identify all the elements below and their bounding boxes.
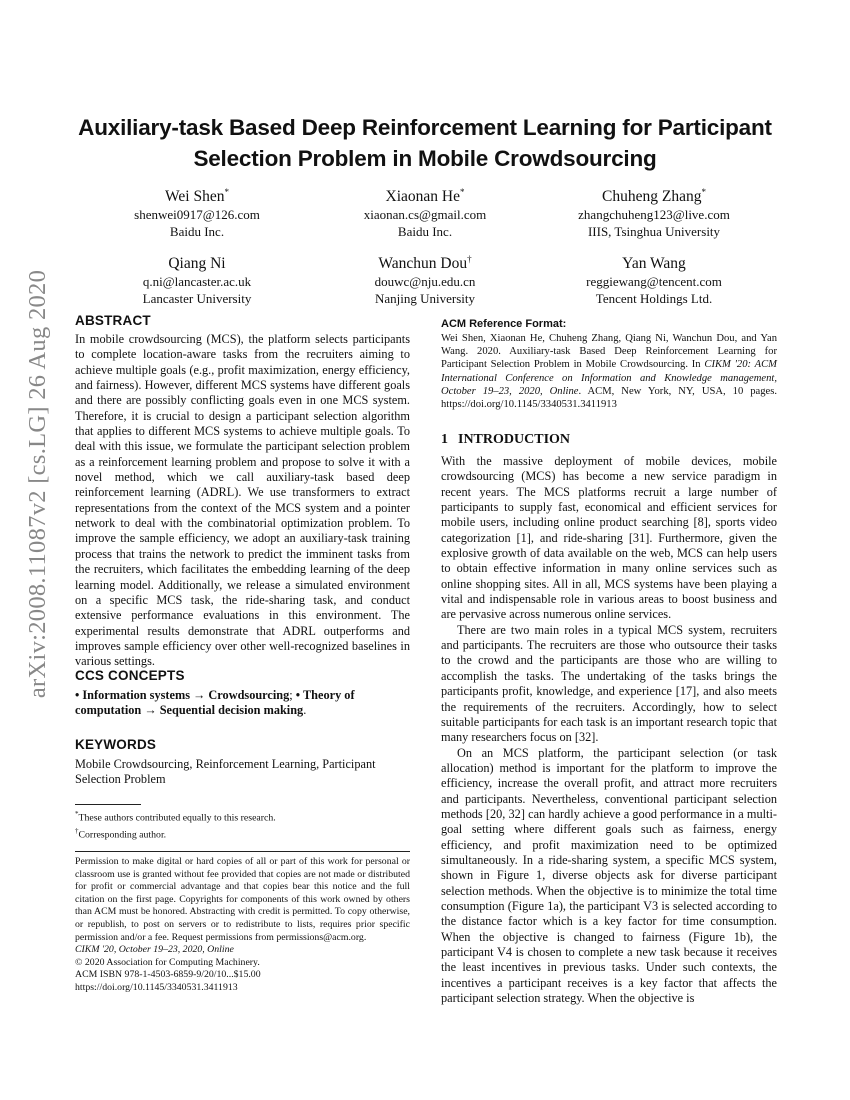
footnotes [75,808,410,842]
intro-paragraph: There are two main roles in a typical MCS system, recruiters and participants. The recruiters are those who outsource their tasks to the crowd and the participants are those who are willing to accomplish the tasks. The undertaking of the tasks brings the participants profit, knowledge, and experience [17], and also meets the requirements of the recruiters. Accordingly, how to select suitable participants for each task is an important research topic that many researchers focus on [32]. [441,622,777,745]
author-affiliation: Baidu Inc. [397,223,453,239]
author-affiliation: Nanjing University [374,290,475,306]
author-block [77,182,317,240]
copyright-line: © 2020 Association for Computing Machinery. [75,956,260,968]
author-name: Yan Wang [622,255,686,273]
arxiv-sidebar-stamp [0,0,60,1100]
arxiv-id: arXiv:2008.11087v2 [cs.LG] 26 Aug 2020 [24,269,51,699]
footnote-equal: *These authors contributed equally to this research. [75,810,276,824]
author-block [77,249,317,307]
permission-rule [75,851,410,852]
abstract-text [75,332,410,670]
footnote-rule [75,804,141,805]
ccs-item: Theory of computation → Sequential decision making [75,688,355,718]
intro-paragraph: On an MCS platform, the participant selection (or task allocation) method is important for the platform to improve the efficiency, increase the overall profit, and attract more recruiters and participants. Nevertheless, conventional participant selection methods [20, 32] can hardly achieve a good performance in a multi-goal setting where different goals such as fairness, energy efficiency, and profit maximization need to be optimized simultaneously. In a ride-sharing system, a specific MCS system, shown in Figure 1, diverse objects ask for diverse participant selection methods. When the objective is to minimize the total time consumption (Figure 1a), the participant V3 is selected according to the distance factor which is a key factor for time consumption. When the objective is changed to fairness (Figure 1b), the participant V4 is chosen to complete a new task because it receives the least incentives in previous tasks. Under such contexts, the incentives a participant receives is a key factor that affects the participant selection strategy. When the objective is [441,745,777,1006]
acm-reference-venue: CIKM '20: ACM International Conference on Information and Knowledge management, October 19–23, 2020, Online [441,359,777,397]
author-block [534,182,774,240]
permission-text: Permission to make digital or hard copies of all or part of this work for personal or classroom use is granted without fee provided that copies are not made or distributed for profit or commercial advantage and that copies bear this notice and the full citation on the first page. Copyrights for components of this work owned by others than ACM must be honored. Abstracting with credit is permitted. To copy otherwise, or republish, to post on servers or to redistribute to lists, requires prior specific permission and/or a fee. Request permissions from permissions@acm.org. [75,856,410,943]
paper-title: Auxiliary-task Based Deep Reinforcement Learning for Participant Selection Problem in Mobile Crowdsourcing [78,115,772,171]
permission-block [75,856,410,995]
author-email: xiaonan.cs@gmail.com [363,207,487,223]
author-block [534,249,774,307]
isbn-line: ACM ISBN 978-1-4503-6859-9/20/10...$15.00 [75,969,261,981]
author-name: Qiang Ni [168,255,226,273]
acm-reference-text: Wei Shen, Xiaonan He, Chuheng Zhang, Qiang Ni, Wanchun Dou, and Yan Wang. 2020. Auxiliary-task Based Deep Reinforcement Learning for Participant Selection Problem in Mobile Crowdsourcing. In CIKM '20: ACM International Conference on Information and Knowledge management, October 19–23, 2020, Online. ACM, New York, NY, USA, 10 pages. https://doi.org/10.1145/3340531.3411913 [441,333,777,411]
author-affiliation: Tencent Holdings Ltd. [595,290,713,306]
author-email: q.ni@lancaster.ac.uk [142,274,252,290]
introduction-body [441,454,777,1006]
author-affiliation: Lancaster University [142,290,252,306]
author-email: shenwei0917@126.com [134,207,260,223]
abstract-heading: ABSTRACT [75,313,151,328]
author-block [305,249,545,307]
author-name: Chuheng Zhang* [602,187,706,206]
intro-paragraph: With the massive deployment of mobile devices, mobile crowdsourcing (MCS) has become a new service paradigm in recent years. The MCS platforms recruit a large number of participants to supply fast, economical and efficient services for mobile users, including online product searching [8], sports video categorization [1], and ride-sharing [31]. Furthermore, given the explosive growth of data available on the web, MCS can help users to obtain effective information in many online services such as online shopping sites. All in all, MCS systems have been playing a vital and indispensable role in various areas to boost business and are pervasive across numerous online services. [441,454,777,622]
acm-reference-heading: ACM Reference Format: [441,318,567,330]
author-email: reggiewang@tencent.com [586,274,722,290]
author-email: douwc@nju.edu.cn [374,274,476,290]
keywords-heading: KEYWORDS [75,737,157,752]
author-name: Wei Shen* [165,187,229,206]
author-affiliation: IIIS, Tsinghua University [587,223,721,239]
conference-line: CIKM '20, October 19–23, 2020, Online [75,944,234,956]
keywords-text: Mobile Crowdsourcing, Reinforcement Learning, Participant Selection Problem [75,757,376,787]
author-name: Wanchun Dou† [378,254,472,273]
author-block [305,182,545,240]
section-number: 1 [441,432,448,447]
author-affiliation: Baidu Inc. [169,223,225,239]
ccs-concepts: • Information systems → Crowdsourcing; • Theory of computation → Sequential decision making. [75,688,355,718]
author-email: zhangchuheng123@live.com [578,207,730,223]
author-name: Xiaonan He* [385,187,465,206]
introduction-heading [441,432,570,448]
ccs-heading: CCS CONCEPTS [75,668,185,683]
doi-line: https://doi.org/10.1145/3340531.3411913 [75,981,238,993]
section-title: INTRODUCTION [458,432,571,447]
footnote-corresponding: †Corresponding author. [75,826,167,841]
abstract-paragraph: In mobile crowdsourcing (MCS), the platform selects participants to complete location-aware tasks from the recruiters aiming to achieve multiple goals (e.g., profit maximization, energy efficiency, and fairness). However, different MCS systems have different goals and there are possibly conflicting goals even in one MCS system. Therefore, it is crucial to design a participant selection algorithm that applies to different MCS systems to achieve multiple goals. To deal with this issue, we formulate the participant selection problem as a reinforcement learning problem and propose to solve it with a novel method, which we call auxiliary-task based deep reinforcement learning (ADRL). We use transformers to extract representations from the context of the MCS system and a pointer network to deal with the combinatorial optimization problem. To improve the sample efficiency, we adopt an auxiliary-task training process that trains the network to predict the imminent tasks from the recruiters, which facilitates the embedding learning of the deep learning model. Additionally, we release a simulated environment on a specific MCS task, the ride-sharing task, and conduct extensive performance evaluations in this environment. The experimental results demonstrate that ADRL outperforms and improves sample efficiency over other well-recognized baselines in various settings. [75,332,410,669]
ccs-item: Information systems → Crowdsourcing [82,688,290,702]
